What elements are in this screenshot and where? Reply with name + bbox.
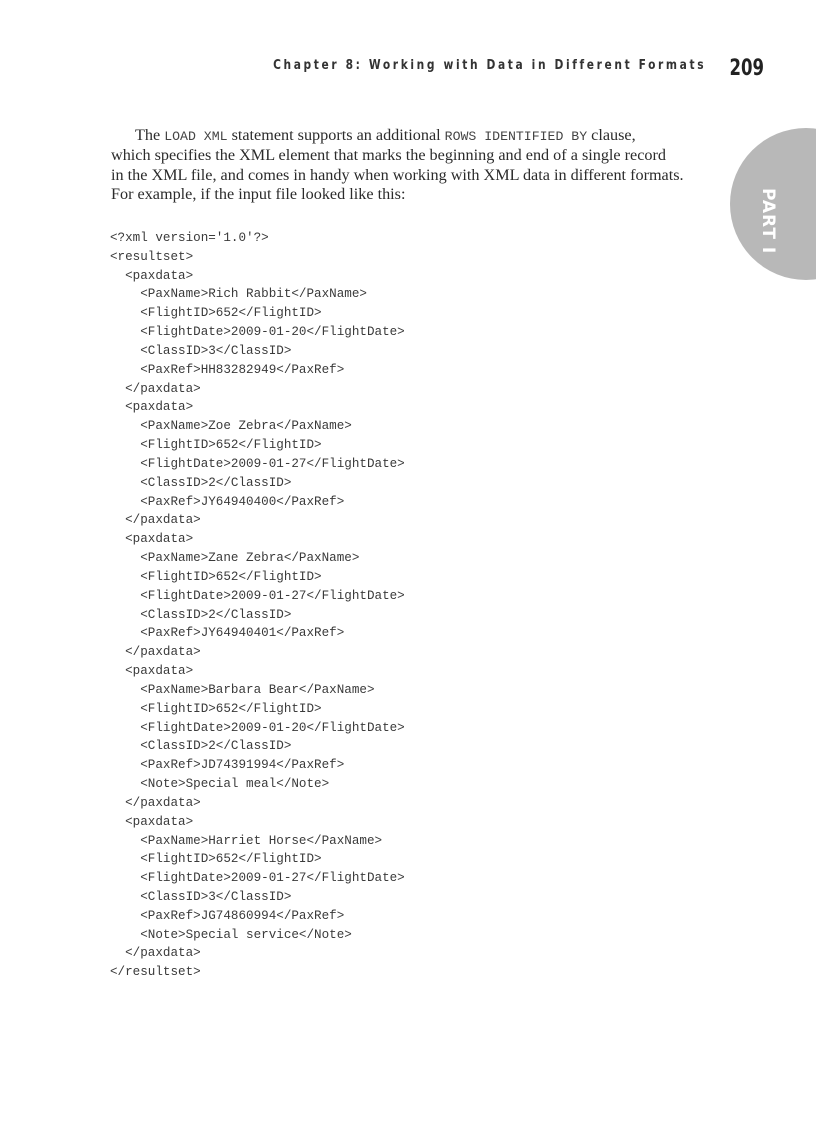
intro-line-2: which specifies the XML element that marks the beginning and end of a single record	[111, 146, 666, 165]
code-line: <PaxName>Zane Zebra</PaxName>	[110, 551, 360, 566]
code-line: <FlightID>652</FlightID>	[110, 701, 322, 716]
code-line: <resultset>	[110, 249, 194, 264]
inline-code-load-xml: LOAD XML	[164, 129, 228, 144]
code-line: </paxdata>	[110, 381, 201, 396]
code-line: <FlightID>652</FlightID>	[110, 438, 322, 453]
code-line: <PaxRef>JD74391994</PaxRef>	[110, 758, 345, 773]
code-line: </paxdata>	[110, 513, 201, 528]
inline-code-rows-identified-by: ROWS IDENTIFIED BY	[444, 129, 588, 144]
intro-line-4: For example, if the input file looked like this:	[111, 185, 406, 204]
code-line: <PaxRef>JY64940400</PaxRef>	[110, 494, 345, 509]
code-line: <PaxName>Rich Rabbit</PaxName>	[110, 287, 367, 302]
code-line: <FlightDate>2009-01-27</FlightDate>	[110, 456, 405, 471]
part-tab-label: PART I	[758, 188, 778, 255]
code-line: <?xml version='1.0'?>	[110, 231, 269, 245]
intro-text: clause,	[587, 126, 636, 144]
code-line: <ClassID>3</ClassID>	[110, 889, 292, 904]
code-line: <paxdata>	[110, 664, 194, 679]
intro-line-1	[111, 126, 711, 146]
code-line: </paxdata>	[110, 946, 201, 961]
code-line: <FlightDate>2009-01-20</FlightDate>	[110, 325, 405, 340]
running-head: Chapter 8: Working with Data in Different Formats	[272, 58, 706, 73]
code-line: <PaxRef>JG74860994</PaxRef>	[110, 908, 345, 923]
code-line: <Note>Special service</Note>	[110, 927, 352, 942]
code-line: <Note>Special meal</Note>	[110, 777, 330, 792]
code-line: <paxdata>	[110, 532, 194, 547]
code-line: <ClassID>2</ClassID>	[110, 739, 292, 754]
code-line: <paxdata>	[110, 400, 194, 415]
code-line: <PaxRef>HH83282949</PaxRef>	[110, 362, 345, 377]
intro-paragraph	[111, 126, 711, 205]
code-line: <FlightDate>2009-01-27</FlightDate>	[110, 588, 405, 603]
code-line: <FlightDate>2009-01-27</FlightDate>	[110, 871, 405, 886]
code-line: <paxdata>	[110, 268, 194, 283]
code-line: <PaxName>Barbara Bear</PaxName>	[110, 682, 375, 697]
intro-text: The	[135, 126, 165, 144]
code-line: <PaxName>Zoe Zebra</PaxName>	[110, 419, 352, 434]
intro-line-3: in the XML file, and comes in handy when working with XML data in different formats.	[111, 165, 684, 184]
xml-code-listing	[110, 229, 405, 982]
code-line: <FlightID>652</FlightID>	[110, 569, 322, 584]
code-line: <FlightDate>2009-01-20</FlightDate>	[110, 720, 405, 735]
code-line: <ClassID>3</ClassID>	[110, 343, 292, 358]
intro-text: statement supports an additional	[227, 126, 445, 144]
code-line: </resultset>	[110, 965, 201, 980]
code-line: <FlightID>652</FlightID>	[110, 306, 322, 321]
code-line: <ClassID>2</ClassID>	[110, 607, 292, 622]
code-line: <paxdata>	[110, 814, 194, 829]
code-line: <FlightID>652</FlightID>	[110, 852, 322, 867]
code-line: </paxdata>	[110, 795, 201, 810]
code-line: <PaxName>Harriet Horse</PaxName>	[110, 833, 383, 848]
code-line: </paxdata>	[110, 645, 201, 660]
code-line: <ClassID>2</ClassID>	[110, 475, 292, 490]
code-line: <PaxRef>JY64940401</PaxRef>	[110, 626, 345, 641]
page-number: 209	[729, 56, 764, 81]
